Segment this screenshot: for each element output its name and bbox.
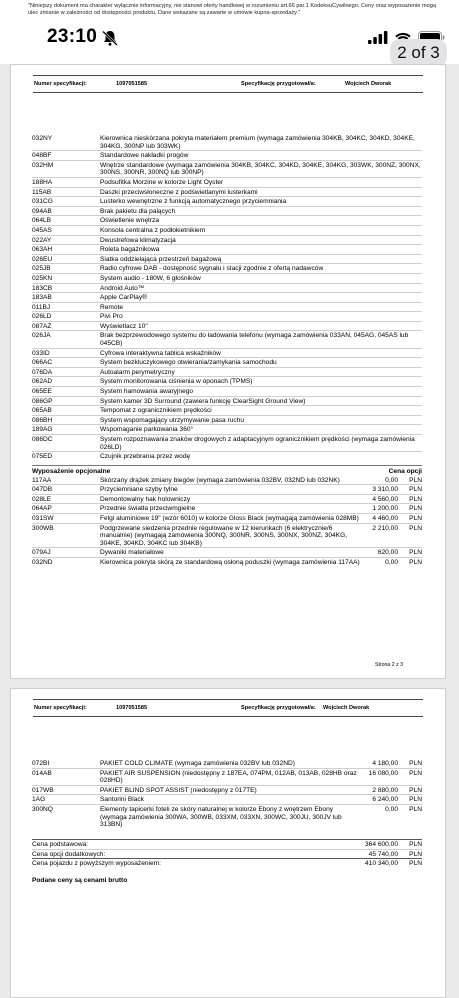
option-price: 16 080,00 bbox=[368, 769, 398, 777]
option-description: System wspomagający utrzymywanie pasa ruchu bbox=[100, 416, 245, 424]
option-price: 2 880,00 bbox=[372, 786, 398, 794]
currency: PLN bbox=[409, 760, 422, 767]
optional-price-header: Cena opcji bbox=[388, 468, 422, 475]
status-time: 23:10 bbox=[47, 26, 98, 47]
option-code: 064LB bbox=[32, 217, 52, 225]
currency: PLN bbox=[409, 524, 422, 532]
option-description: Podsufitka Morzine w kolorze Light Oyster bbox=[100, 178, 224, 186]
option-description: Felgi aluminiowe 19" (wzór 6010) w kolorze Gloss Black (wymagają zamówienia 028MB) bbox=[100, 514, 359, 522]
option-price: 1 200,00 bbox=[372, 505, 398, 513]
option-code: 026LD bbox=[32, 313, 52, 321]
total-price: 45 740,00 bbox=[368, 850, 398, 858]
total-label: Cena pojazdu z powyższym wyposażeniem: bbox=[32, 860, 162, 868]
table-row bbox=[32, 225, 422, 235]
option-description: Daszki przeciwsłoneczne z podświetlanymi lusterkami bbox=[100, 188, 258, 196]
table-row bbox=[32, 273, 422, 283]
option-description: Kierownica nieskórzana pokryta materiałem premium (wymaga zamówienia 304KB, 304KC, 304KD, 304KE, 304KG, 300NP lub 303WK) bbox=[100, 135, 415, 150]
option-code: 117AA bbox=[32, 476, 52, 484]
option-description: Demontowalny hak holowniczy bbox=[100, 495, 191, 503]
option-code: 031CG bbox=[32, 198, 53, 206]
table-row bbox=[32, 768, 422, 785]
gross-prices-note: Podane ceny są cenami brutto bbox=[32, 877, 128, 884]
standard-equipment-table bbox=[32, 134, 422, 461]
currency: PLN bbox=[409, 549, 422, 557]
option-description: Przyciemniane szyby tylne bbox=[100, 486, 178, 494]
option-code: 032ND bbox=[32, 558, 53, 566]
option-code: 065EE bbox=[32, 388, 52, 396]
currency: PLN bbox=[409, 805, 422, 813]
currency: PLN bbox=[409, 495, 422, 503]
table-row bbox=[32, 367, 422, 377]
option-description: System rozpoznawania znaków drogowych z adaptacyjnym ogranicznikiem prędkości (wymaga zamówienia 026LD) bbox=[100, 436, 415, 451]
currency: PLN bbox=[409, 505, 422, 513]
table-row bbox=[32, 177, 422, 187]
option-code: 017WB bbox=[32, 786, 54, 794]
option-description: Radio cyfrowe DAB - dostępność sygnału i stacji zgodnie z ofertą nadawców bbox=[100, 265, 324, 273]
option-price: 0,00 bbox=[385, 558, 398, 566]
table-row bbox=[32, 330, 422, 347]
option-code: 094AB bbox=[32, 207, 52, 215]
total-row bbox=[32, 858, 422, 868]
option-description: Dwustrefowa klimatyzacja bbox=[100, 236, 176, 244]
option-description: Siatka oddzielająca przestrzeń bagażową bbox=[100, 255, 222, 263]
option-description: Oświetlenie wnętrza bbox=[100, 217, 160, 225]
option-price: 4 560,00 bbox=[372, 495, 398, 503]
option-code: 032NY bbox=[32, 135, 53, 142]
option-code: 026EU bbox=[32, 255, 53, 263]
option-code: 086GP bbox=[32, 397, 53, 405]
option-code: 022AY bbox=[32, 236, 52, 244]
option-code: 1AG bbox=[32, 796, 46, 804]
option-code: 300WB bbox=[32, 524, 54, 532]
table-row bbox=[32, 244, 422, 254]
table-row bbox=[32, 494, 422, 504]
option-description: Czujnik przebrania przez wodę bbox=[100, 453, 191, 461]
table-row bbox=[32, 348, 422, 358]
table-row bbox=[32, 386, 422, 396]
option-description: System bezkluczykowego otwierania/zamykania samochodu bbox=[100, 359, 277, 367]
page-header bbox=[33, 75, 423, 93]
total-label: Cena podstawowa: bbox=[32, 841, 89, 848]
disclaimer-text: "Niniejszy dokument ma charakter wyłącznie informacyjny, nie stanowi oferty handlowej w rozumieniu art.66 par.1 KodeksuCywilnego. Ceny oraz wyposażenie mogą ulec zmianie w zależności od dostępności produktu. Dane wskazane są zawarte w umowie kupna-sprzedaży." bbox=[28, 3, 436, 16]
table-row bbox=[32, 187, 422, 197]
currency: PLN bbox=[409, 860, 422, 868]
option-description: Podgrzewane siedzenia przednie regulowane w 12 kierunkach (6 elektrycznie/6 manualnie) (wymagają zamówienia 300NQ, 300NR, 300NS, 300NX, 300NZ, 304KG, 304KE, 304KD, 304KC lub 304KB) bbox=[100, 524, 348, 547]
total-row bbox=[32, 849, 422, 859]
option-description: Brak pakietu dla palących bbox=[100, 207, 176, 215]
option-description: Brak bezprzewodowego systemu do ładowania telefonu (wymaga zamówienia 033AN, 045AG, 045AS lub 045CB) bbox=[100, 332, 409, 348]
option-price: 620,00 bbox=[377, 549, 398, 557]
table-row bbox=[32, 263, 422, 273]
option-code: 048BF bbox=[32, 152, 52, 160]
page-header bbox=[33, 699, 423, 717]
option-description: Remote bbox=[100, 303, 124, 311]
option-code: 014AB bbox=[32, 769, 52, 777]
option-description: Pivi Pro bbox=[100, 313, 123, 321]
table-row bbox=[32, 434, 422, 451]
silent-bell-icon bbox=[101, 29, 119, 47]
option-description: System monitorowania ciśnienia w oponach (TPMS) bbox=[100, 378, 253, 386]
option-description: Kierownica pokryta skórą ze standardową osłoną poduszki (wymaga zamówienia 117AA) bbox=[100, 558, 360, 566]
option-price: 6 240,00 bbox=[372, 796, 398, 804]
option-code: 026JA bbox=[32, 332, 51, 340]
table-row bbox=[32, 321, 422, 331]
option-code: 064AP bbox=[32, 505, 52, 513]
table-row bbox=[32, 357, 422, 367]
table-row bbox=[32, 150, 422, 160]
currency: PLN bbox=[409, 786, 422, 794]
option-description: Wyświetlacz 10" bbox=[100, 322, 148, 330]
table-row bbox=[32, 424, 422, 434]
table-row bbox=[32, 547, 422, 557]
currency: PLN bbox=[409, 769, 422, 777]
currency: PLN bbox=[409, 850, 422, 858]
package-options-table bbox=[32, 759, 422, 829]
option-code: 087AZ bbox=[32, 322, 52, 330]
table-row bbox=[32, 134, 422, 150]
option-code: 072BI bbox=[32, 760, 50, 767]
option-price: 4 460,00 bbox=[372, 514, 398, 522]
prepared-by-value: Wojciech Dworak bbox=[323, 705, 370, 711]
page-indicator[interactable]: 2 of 3 bbox=[390, 39, 447, 67]
option-description: Wspomaganie parkowania 360° bbox=[100, 426, 194, 434]
optional-section-header bbox=[32, 465, 422, 476]
option-description: System audio - 180W, 6 głośników bbox=[100, 274, 201, 282]
spec-number-value: 1097051585 bbox=[116, 705, 148, 711]
option-code: 025KN bbox=[32, 274, 53, 282]
total-label: Cena opcji dodatkowych: bbox=[32, 850, 106, 858]
table-row bbox=[32, 484, 422, 494]
option-code: 065AB bbox=[32, 407, 52, 415]
option-code: 076DA bbox=[32, 368, 53, 376]
prepared-by-label: Specyfikację przygotował/a: bbox=[241, 81, 316, 87]
option-price: 3 310,00 bbox=[372, 486, 398, 494]
table-row bbox=[32, 415, 422, 425]
table-row bbox=[32, 311, 422, 321]
option-code: 062AD bbox=[32, 378, 53, 386]
option-price: 0,00 bbox=[385, 805, 398, 813]
option-description: Cyfrowa interaktywna tablica wskaźników bbox=[100, 349, 221, 357]
option-description: Skórzany drążek zmiany biegów (wymaga zamówienia 032BV, 032ND lub 032NK) bbox=[100, 476, 340, 484]
option-code: 183AB bbox=[32, 294, 52, 302]
spec-number-label: Numer specyfikacji: bbox=[34, 81, 87, 87]
option-code: 189AG bbox=[32, 426, 53, 434]
total-row bbox=[32, 839, 422, 849]
optional-section-title: Wyposażenie opcjonalne bbox=[32, 468, 111, 475]
option-description: Lusterko wewnętrzne z funkcją automatycznego przyciemniania bbox=[100, 198, 287, 206]
table-row bbox=[32, 513, 422, 523]
option-code: 079AJ bbox=[32, 549, 51, 557]
option-code: 183CB bbox=[32, 284, 53, 292]
option-code: 188HA bbox=[32, 178, 53, 186]
page-number: Strona 2 z 3 bbox=[375, 662, 403, 668]
table-row bbox=[32, 396, 422, 406]
document-page-3 bbox=[10, 688, 446, 998]
table-row bbox=[32, 405, 422, 415]
table-row bbox=[32, 254, 422, 264]
table-row bbox=[32, 804, 422, 829]
table-row bbox=[32, 206, 422, 216]
option-code: 086BH bbox=[32, 416, 53, 424]
option-description: PAKIET AIR SUSPENSION (niedostępny z 187EA, 074PM, 012AB, 013AB, 028HB oraz 028HD) bbox=[100, 769, 357, 785]
option-price: 4 180,00 bbox=[372, 760, 398, 767]
option-code: 033ID bbox=[32, 349, 50, 357]
table-row bbox=[32, 376, 422, 386]
option-code: 063AH bbox=[32, 246, 53, 254]
option-code: 011BJ bbox=[32, 303, 51, 311]
option-description: System kamer 3D Surround (zawiera funkcję ClearSight Ground View) bbox=[100, 397, 306, 405]
currency: PLN bbox=[409, 476, 422, 484]
option-description: Dywaniki materiałowe bbox=[100, 549, 164, 557]
total-price: 364 600,00 bbox=[364, 841, 398, 848]
option-description: Apple CarPlay® bbox=[100, 294, 148, 302]
table-row bbox=[32, 235, 422, 245]
option-description: Android Auto™ bbox=[100, 284, 145, 292]
option-description: Tempomat z ogranicznikiem prędkości bbox=[100, 407, 212, 415]
option-description: PAKIET COLD CLIMATE (wymaga zamówienia 032BV lub 032ND) bbox=[100, 760, 295, 767]
option-code: 115AB bbox=[32, 188, 52, 196]
table-row bbox=[32, 292, 422, 302]
option-description: Przednie światła przeciwmgielne bbox=[100, 505, 196, 513]
table-row bbox=[32, 476, 422, 485]
option-code: 045AS bbox=[32, 226, 52, 234]
option-description: Konsola centralna z podłokietnikiem bbox=[100, 226, 206, 234]
option-description: Elementy tapicerki foteli ze skóry naturalnej w kolorze Ebony z wnętrzem Ebony (wymaga zamówienia 300WA, 300WB, 033XM, 033XN, 300WC, 300JU, 300JV lub 313BN) bbox=[100, 805, 342, 829]
option-description: Autoalarm perymetryczny bbox=[100, 368, 175, 376]
option-code: 300NQ bbox=[32, 805, 53, 813]
currency: PLN bbox=[409, 514, 422, 522]
option-price: 0,00 bbox=[385, 476, 398, 484]
prepared-by-label: Specyfikację przygotował/a: bbox=[241, 705, 316, 711]
option-description: Standardowe nakładki progów bbox=[100, 152, 189, 160]
option-code: 047DB bbox=[32, 486, 53, 494]
option-description: Santorini Black bbox=[100, 796, 144, 804]
table-row bbox=[32, 523, 422, 548]
total-price: 410 340,00 bbox=[364, 860, 398, 868]
table-row bbox=[32, 785, 422, 795]
table-row bbox=[32, 451, 422, 461]
totals-table bbox=[32, 839, 422, 868]
document-page-2 bbox=[10, 64, 446, 679]
option-price: 2 210,00 bbox=[372, 524, 398, 532]
currency: PLN bbox=[409, 558, 422, 566]
table-row bbox=[32, 215, 422, 225]
spec-number-label: Numer specyfikacji: bbox=[34, 705, 87, 711]
notice-banner bbox=[0, 0, 459, 64]
option-description: Roleta bagażnikowa bbox=[100, 246, 160, 254]
option-description: PAKIET BLIND SPOT ASSIST (niedostępny z 017TE) bbox=[100, 786, 257, 794]
currency: PLN bbox=[409, 486, 422, 494]
table-row bbox=[32, 302, 422, 312]
option-code: 031SW bbox=[32, 514, 54, 522]
currency: PLN bbox=[409, 796, 422, 804]
table-row bbox=[32, 283, 422, 293]
option-code: 028LE bbox=[32, 495, 52, 503]
prepared-by-value: Wojciech Dworak bbox=[345, 81, 392, 87]
option-description: Wnętrze standardowe (wymaga zamówienia 304KB, 304KC, 304KD, 304KE, 304KG, 303WK, 300NZ, 300NX, 300NS, 300NR, 300NQ lub 300NP) bbox=[100, 161, 421, 177]
option-code: 025JB bbox=[32, 265, 51, 273]
table-row bbox=[32, 160, 422, 177]
option-code: 032HM bbox=[32, 161, 54, 169]
option-code: 066AC bbox=[32, 359, 53, 367]
option-description: System hamowania awaryjnego bbox=[100, 388, 194, 396]
table-row bbox=[32, 557, 422, 567]
table-row bbox=[32, 759, 422, 768]
cellular-signal-icon bbox=[368, 31, 388, 44]
optional-equipment-table bbox=[32, 465, 422, 567]
spec-number-value: 1097051585 bbox=[116, 81, 148, 87]
currency: PLN bbox=[409, 841, 422, 848]
option-code: 075ED bbox=[32, 453, 53, 461]
table-row bbox=[32, 503, 422, 513]
option-code: 086DC bbox=[32, 436, 53, 443]
table-row bbox=[32, 794, 422, 804]
table-row bbox=[32, 196, 422, 206]
